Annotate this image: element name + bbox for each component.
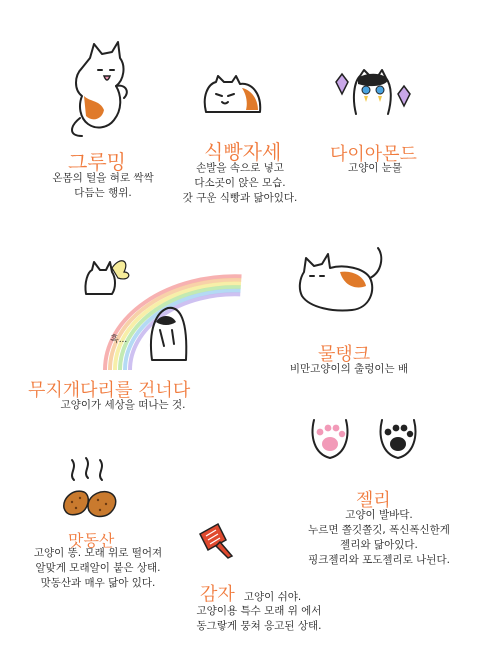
rainbow-illustration bbox=[60, 250, 240, 370]
poop-illustration bbox=[58, 458, 124, 520]
loaf-desc: 손발을 속으로 넣고 다소곳이 앉은 모습. 갓 구운 식빵과 닮아있다. bbox=[182, 162, 298, 204]
rainbow-desc: 고양이가 세상을 떠나는 것. bbox=[60, 399, 186, 411]
potato-heading bbox=[200, 580, 301, 606]
belly-desc: 비만고양이의 출렁이는 배 bbox=[289, 363, 409, 375]
loaf-title: 식빵자세 bbox=[204, 140, 282, 164]
diamond-cat-illustration bbox=[330, 68, 410, 118]
potato-desc: 고양이용 특수 모래 위 에서 동그랗게 뭉쳐 응고된 상태. bbox=[196, 605, 322, 632]
poop-desc: 고양이 똥. 모래 위로 떨어져 알맞게 모래알이 붙은 상태. 맛동산과 매우 닮아 있다. bbox=[33, 547, 163, 589]
jelly-title: 젤리 bbox=[356, 490, 391, 511]
potato-inline-desc: 고양이 쉬야. bbox=[243, 591, 302, 603]
rainbow-title: 무지개다리를 건너다 bbox=[28, 380, 191, 401]
grape-jelly-paw-icon bbox=[376, 416, 420, 462]
belly-title: 물탱크 bbox=[318, 344, 371, 365]
potato-title: 감자 bbox=[200, 584, 235, 605]
grooming-cat-illustration bbox=[60, 40, 140, 140]
grooming-title: 그루밍 bbox=[68, 150, 126, 174]
diamond-title: 다이아몬드 bbox=[330, 144, 417, 165]
poop-title: 맛동산 bbox=[68, 531, 115, 550]
pink-jelly-paw-icon bbox=[308, 416, 352, 462]
diamond-desc: 고양이 눈물 bbox=[347, 162, 403, 174]
loaf-cat-illustration bbox=[202, 74, 264, 116]
litter-scoop-icon bbox=[196, 520, 236, 560]
jelly-desc: 고양이 발바닥. 누르면 쫄깃쫄깃, 폭신폭신한게 젤리와 닮아있다. 핑크젤리와 포도젤리로 나뉜다. bbox=[308, 509, 450, 566]
belly-cat-illustration bbox=[290, 246, 386, 316]
grooming-desc: 온몸의 털을 혀로 싹싹 다듬는 행위. bbox=[52, 172, 154, 199]
rainbow-sob-text: 흑... bbox=[110, 335, 128, 345]
